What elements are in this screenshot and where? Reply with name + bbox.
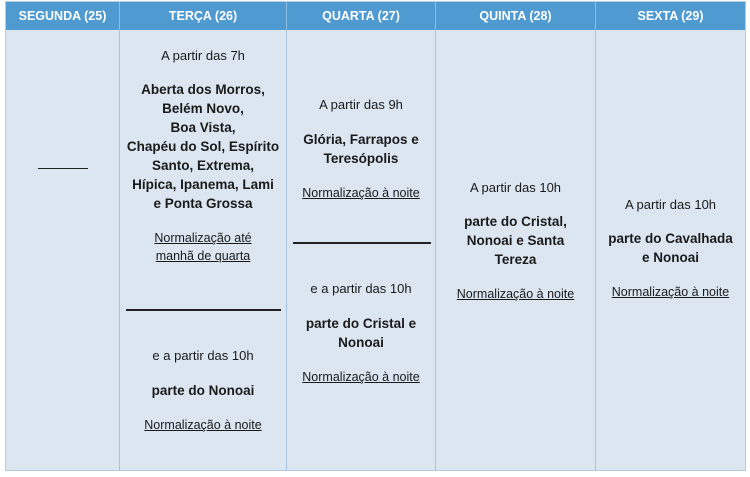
header-terca: TERÇA (26) bbox=[120, 2, 287, 30]
quarta-norm-1: Normalização à noite bbox=[302, 186, 420, 200]
table-body bbox=[6, 30, 745, 470]
quarta-from-2: e a partir das 10h bbox=[310, 281, 412, 296]
quinta-from: A partir das 10h bbox=[469, 180, 562, 195]
sexta-from: A partir das 10h bbox=[624, 197, 717, 212]
header-quinta: QUINTA (28) bbox=[436, 2, 596, 30]
sexta-norm: Normalização à noite bbox=[611, 285, 730, 299]
quinta-areas: parte do Cristal, Nonoai e Santa Tereza bbox=[464, 214, 567, 267]
terca-divider bbox=[126, 309, 281, 311]
column-quarta bbox=[287, 30, 436, 470]
no-outage-dash bbox=[38, 168, 88, 169]
quinta-block bbox=[436, 179, 595, 303]
header-quarta: QUARTA (27) bbox=[287, 2, 436, 30]
terca-areas-2: parte do Nonoai bbox=[151, 383, 255, 398]
terca-from-2: e a partir das 10h bbox=[152, 348, 254, 363]
quarta-from-1: A partir das 9h bbox=[319, 97, 403, 112]
quarta-divider bbox=[293, 242, 431, 244]
terca-from-1: A partir das 7h bbox=[161, 48, 245, 63]
sexta-areas: parte do Cavalhada e Nonoai bbox=[608, 231, 733, 265]
quinta-norm: Normalização à noite bbox=[456, 287, 575, 301]
table-header bbox=[6, 2, 745, 30]
quarta-block-2 bbox=[287, 280, 435, 386]
terca-block-1 bbox=[120, 47, 286, 265]
terca-block-2 bbox=[120, 347, 286, 434]
quarta-block-1 bbox=[287, 96, 435, 202]
sexta-block bbox=[596, 196, 745, 301]
quarta-areas-1: Glória, Farrapos e Teresópolis bbox=[303, 132, 419, 166]
header-sexta: SEXTA (29) bbox=[637, 9, 704, 23]
column-terca bbox=[120, 30, 287, 470]
column-quinta bbox=[436, 30, 596, 470]
terca-areas-1: Aberta dos Morros, Belém Novo, Boa Vista, Chapéu do Sol, Espírito Santo, Extrema, Hípica, Ipanema, Lami e Ponta Grossa bbox=[126, 82, 280, 211]
terca-norm-2: Normalização à noite bbox=[144, 418, 262, 432]
terca-norm-1: Normalização até manhã de quarta bbox=[154, 231, 252, 263]
quarta-areas-2: parte do Cristal e Nonoai bbox=[305, 316, 417, 350]
column-segunda bbox=[6, 30, 120, 470]
column-sexta bbox=[596, 30, 745, 470]
header-segunda: SEGUNDA (25) bbox=[6, 2, 120, 30]
schedule-table bbox=[5, 1, 746, 471]
quarta-norm-2: Normalização à noite bbox=[302, 370, 420, 384]
